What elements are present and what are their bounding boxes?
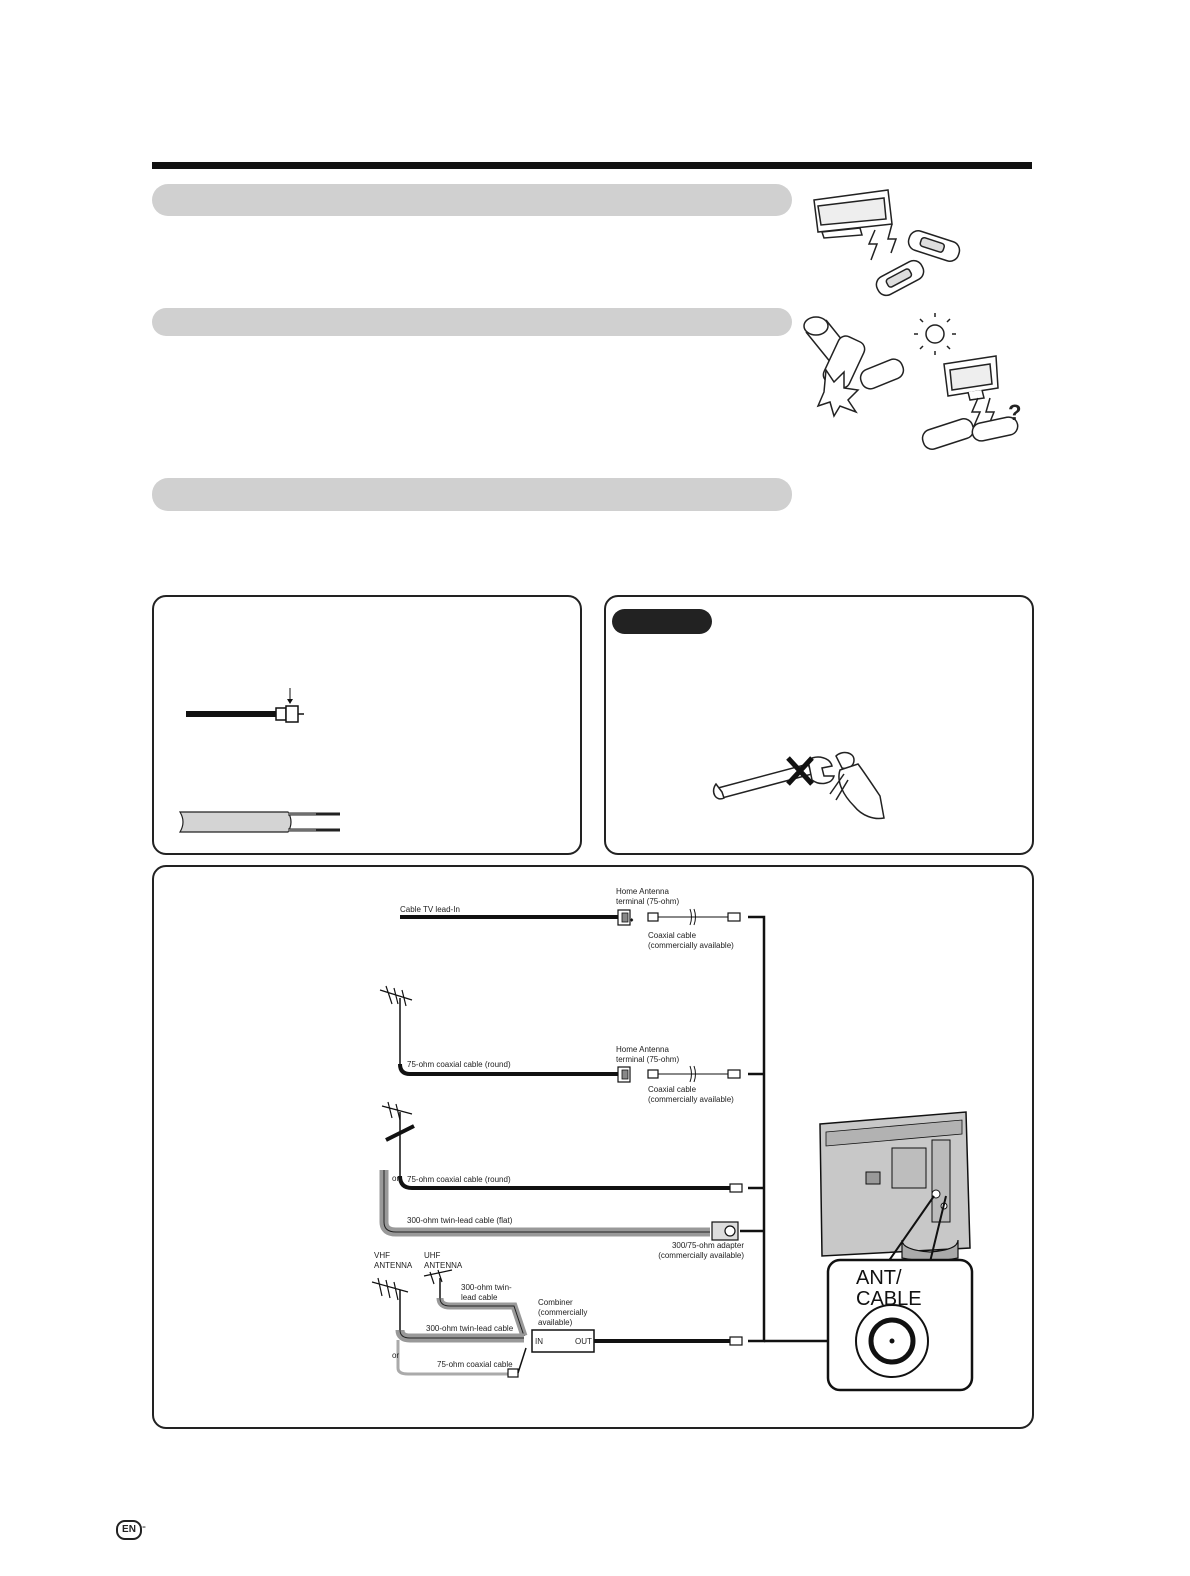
- svg-text:♦: ♦: [630, 917, 634, 924]
- coaxial-cable-label: Coaxial cable (commercially available): [648, 1085, 734, 1104]
- cable-tv-lead-in-label: Cable TV lead-In: [400, 905, 460, 914]
- adapter-label: 300/75-ohm adapter (commercially available): [658, 1241, 744, 1260]
- ant-cable-terminal-label: ANT/ CABLE: [856, 1267, 922, 1310]
- or-label: or: [392, 1351, 400, 1360]
- uhf-antenna-label: UHF ANTENNA: [424, 1251, 463, 1270]
- page-number-separator: -: [142, 1519, 146, 1533]
- antenna-75ohm-cable-label: 75-ohm coaxial cable (round): [407, 1060, 511, 1069]
- language-badge: EN: [116, 1520, 142, 1540]
- home-antenna-terminal-label: Home Antenna terminal (75-ohm): [616, 1045, 680, 1064]
- vhf-twin-lead-label: 300-ohm twin-lead cable: [426, 1324, 514, 1333]
- uhf-twin-lead-label: 300-ohm twin-lead cable: [461, 1283, 512, 1302]
- coaxial-cable-label: Coaxial cable (commercially available): [648, 931, 734, 950]
- twin-lead-cable-label: 300-ohm twin-lead cable (flat): [407, 1216, 513, 1225]
- svg-text:?: ?: [1008, 400, 1022, 425]
- vhf-antenna-label: VHF ANTENNA: [374, 1251, 413, 1270]
- vhf-coax-label: 75-ohm coaxial cable: [437, 1360, 513, 1369]
- or-label: or: [392, 1174, 400, 1183]
- combiner-in-label: IN: [535, 1337, 543, 1346]
- combiner-label: Combiner (commercially available): [538, 1298, 588, 1327]
- combiner-out-label: OUT: [575, 1337, 592, 1346]
- home-antenna-terminal-label: Home Antenna terminal (75-ohm): [616, 887, 680, 906]
- direct-75ohm-cable-label: 75-ohm coaxial cable (round): [407, 1175, 511, 1184]
